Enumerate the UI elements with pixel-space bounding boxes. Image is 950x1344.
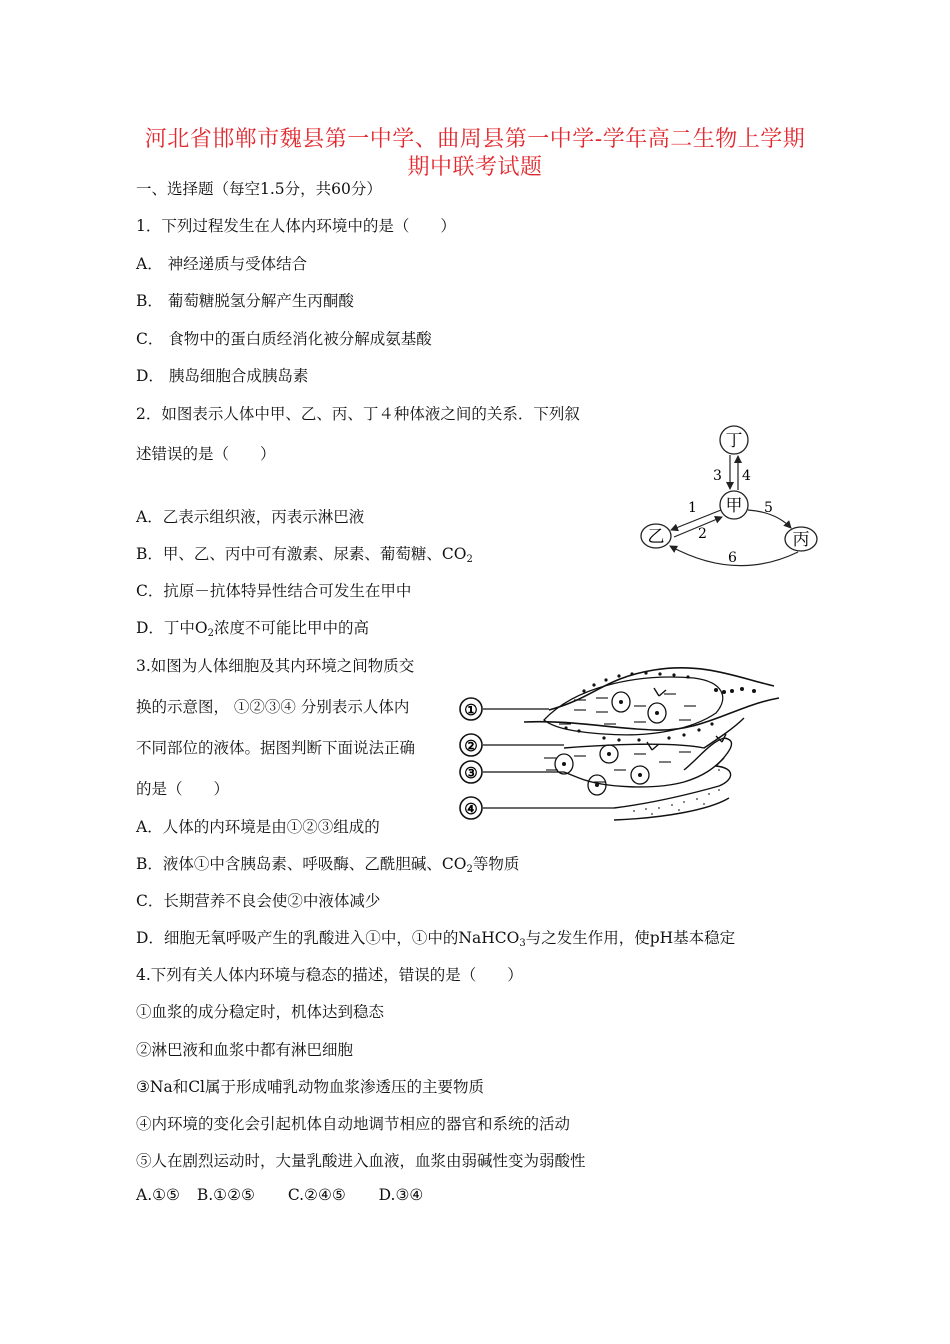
label-3: ③ bbox=[464, 764, 478, 782]
q3-option-b-sub: 2 bbox=[466, 864, 473, 875]
q1-option-a: A． 神经递质与受体结合 bbox=[136, 255, 308, 273]
q2-option-d-sub: 2 bbox=[207, 628, 215, 639]
arrow-label-4: 4 bbox=[742, 468, 751, 484]
q3-stem-1: 3.如图为人体细胞及其内环境之间物质交 bbox=[136, 657, 415, 675]
q3-stem-2: 换的示意图， ①②③④ 分别表示人体内 bbox=[136, 698, 410, 716]
label-1: ① bbox=[464, 701, 478, 719]
q2-option-d bbox=[136, 616, 369, 639]
section-heading: 一、选择题（每空1.5分，共60分） bbox=[136, 180, 382, 198]
q4-stem: 4.下列有关人体内环境与稳态的描述，错误的是（ ） bbox=[136, 966, 523, 984]
label-4: ④ bbox=[464, 800, 478, 818]
q3-option-a: A．人体的内环境是由①②③组成的 bbox=[136, 818, 380, 836]
q4-choice-a: A.①⑤ bbox=[136, 1186, 180, 1204]
q3-option-b-post: 等物质 bbox=[472, 855, 520, 873]
q3-option-d-post: 与之发生作用，使pH基本稳定 bbox=[525, 929, 736, 947]
q1-stem: 1．下列过程发生在人体内环境中的是（ ） bbox=[136, 217, 456, 235]
title-line-1: 河北省邯郸市魏县第一中学、曲周县第一中学-学年高二生物上学期 bbox=[144, 127, 806, 152]
q4-item-1: ①血浆的成分稳定时，机体达到稳态 bbox=[136, 1003, 385, 1021]
q2-option-c: C．抗原－抗体特异性结合可发生在甲中 bbox=[136, 582, 412, 600]
arrow-label-2: 2 bbox=[698, 526, 707, 542]
q3-stem-4: 的是（ ） bbox=[136, 780, 230, 798]
q3-option-b bbox=[136, 852, 519, 875]
q1-option-c: C． 食物中的蛋白质经消化被分解成氨基酸 bbox=[136, 330, 432, 348]
arrow-label-1: 1 bbox=[688, 500, 697, 516]
q3-option-d-sub: 3 bbox=[519, 938, 526, 949]
node-yi bbox=[641, 524, 671, 548]
node-bing-label: 丙 bbox=[792, 530, 810, 550]
q4-item-5: ⑤人在剧烈运动时，大量乳酸进入血液，血浆由弱碱性变为弱酸性 bbox=[136, 1152, 586, 1170]
q2-option-d-pre: D．丁中O bbox=[136, 619, 208, 637]
node-bing bbox=[785, 527, 817, 551]
q4-item-3: ③Na和Cl属于形成哺乳动物血浆渗透压的主要物质 bbox=[136, 1078, 485, 1096]
q4-choice-d: D.③④ bbox=[378, 1186, 424, 1204]
diagram-labels bbox=[460, 698, 482, 819]
body-fluid-relationship-diagram bbox=[636, 424, 826, 570]
q4-choice-b: B.①②⑤ bbox=[196, 1186, 255, 1204]
q2-stem-2: 述错误的是（ ） bbox=[136, 445, 276, 463]
q3-option-d bbox=[136, 926, 735, 949]
q3-stem-3: 不同部位的液体。据图判断下面说法正确 bbox=[136, 739, 416, 757]
q3-option-d-pre: D．细胞无氧呼吸产生的乳酸进入①中，①中的NaHCO bbox=[136, 929, 520, 947]
tissue-fluid-exchange-diagram bbox=[454, 658, 788, 824]
q4-choice-c: C.②④⑤ bbox=[287, 1186, 346, 1204]
node-jia bbox=[720, 491, 748, 519]
node-ding-label: 丁 bbox=[725, 431, 743, 451]
q3-option-c: C．长期营养不良会使②中液体减少 bbox=[136, 892, 381, 910]
q1-option-d: D． 胰岛细胞合成胰岛素 bbox=[136, 367, 309, 385]
title-line-2: 期中联考试题 bbox=[407, 155, 543, 180]
node-ding bbox=[720, 426, 748, 454]
q2-option-a: A．乙表示组织液，丙表示淋巴液 bbox=[136, 508, 365, 526]
q4-item-4: ④内环境的变化会引起机体自动地调节相应的器官和系统的活动 bbox=[136, 1115, 571, 1133]
arrow-label-5: 5 bbox=[764, 500, 773, 516]
arrow-label-6: 6 bbox=[728, 550, 737, 566]
arrow-label-3: 3 bbox=[713, 468, 722, 484]
q2-option-b-text: B．甲、乙、丙中可有激素、尿素、葡萄糖、CO bbox=[136, 545, 467, 563]
q2-option-b-sub: 2 bbox=[466, 554, 473, 565]
q2-option-b bbox=[136, 542, 473, 565]
q3-option-b-text: B．液体①中含胰岛素、呼吸酶、乙酰胆碱、CO bbox=[136, 855, 467, 873]
q1-option-b: B． 葡萄糖脱氢分解产生丙酮酸 bbox=[136, 292, 354, 310]
q4-item-2: ②淋巴液和血浆中都有淋巴细胞 bbox=[136, 1041, 354, 1059]
q2-stem-1: 2．如图表示人体中甲、乙、丙、丁４种体液之间的关系．下列叙 bbox=[136, 405, 580, 423]
node-yi-label: 乙 bbox=[647, 527, 665, 547]
label-2: ② bbox=[464, 737, 478, 755]
q2-option-d-post: 浓度不可能比甲中的高 bbox=[214, 619, 370, 637]
q4-choices bbox=[136, 1186, 423, 1204]
node-jia-label: 甲 bbox=[725, 496, 743, 516]
